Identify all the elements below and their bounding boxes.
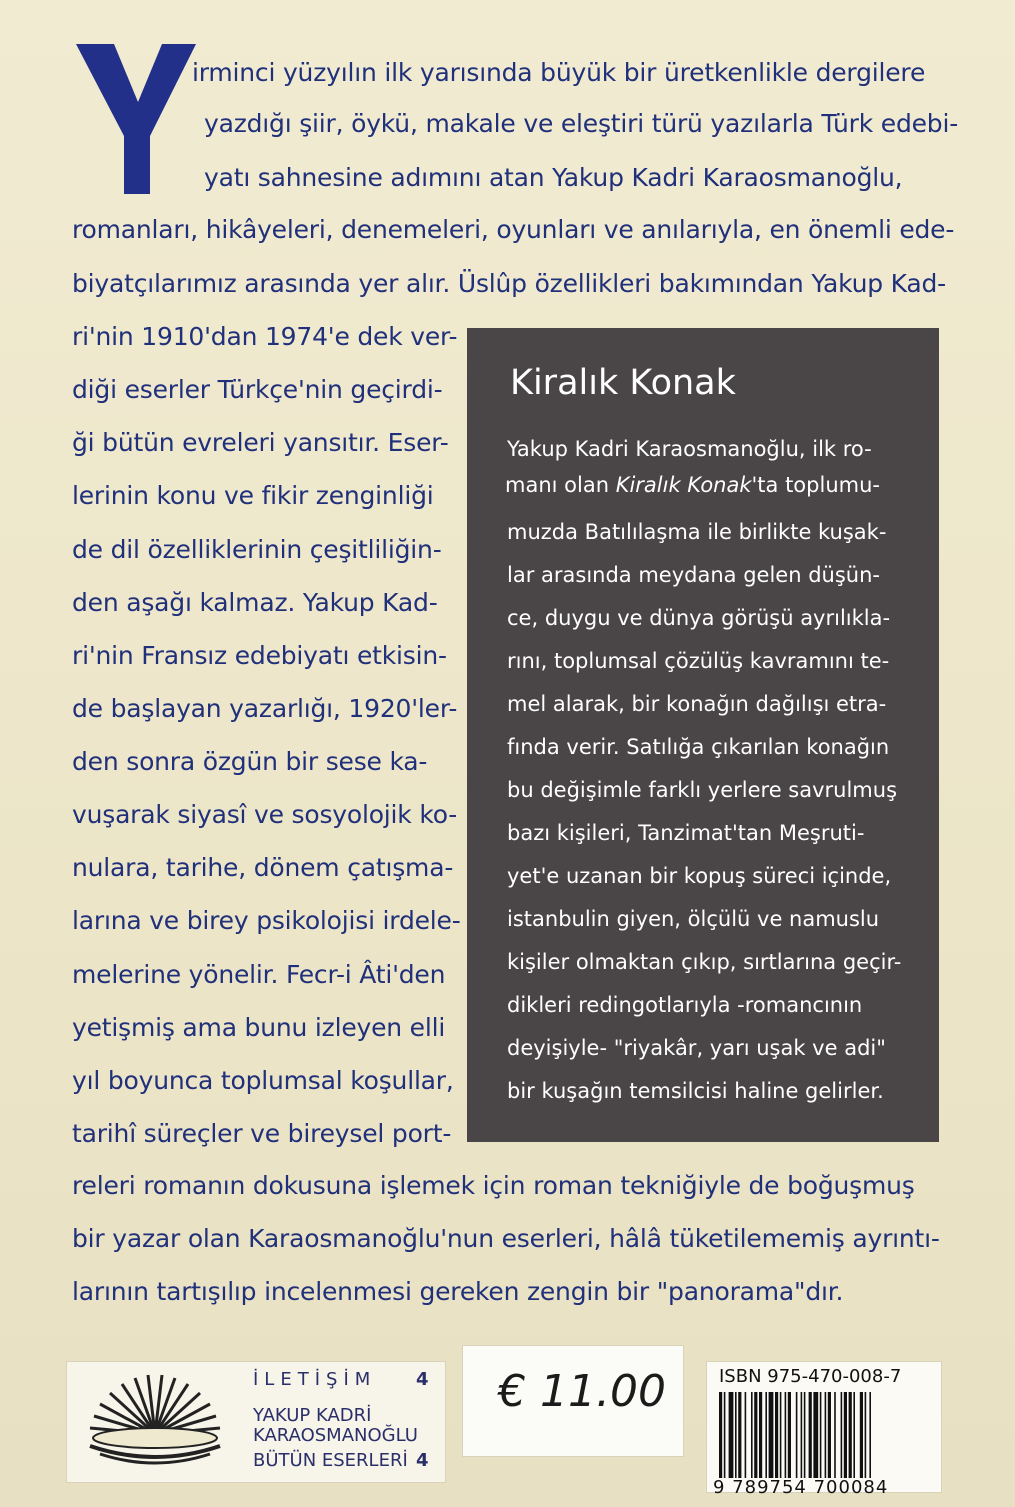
barcode-bar [825, 1392, 827, 1478]
column-line: lerinin konu ve fikir zenginliği [72, 481, 434, 510]
intro-line: biyatçılarımız arasında yer alır. Üslûp özellikleri bakımından Yakup Kad- [72, 269, 946, 298]
barcode-bar [738, 1392, 741, 1478]
barcode-bar [865, 1392, 867, 1478]
volume-number: 4 [416, 1450, 429, 1471]
ean-number: 9 789754 700084 [713, 1477, 889, 1498]
barcode-bar [813, 1392, 818, 1478]
isbn-label: ISBN 975-470-008-7 [719, 1366, 902, 1387]
synopsis-line: mel alarak, bir konağın dağılışı etra- [507, 692, 887, 716]
dropcap-letter [76, 44, 196, 194]
barcode-bar [834, 1392, 836, 1478]
closing-line: larının tartışılıp incelenmesi gereken zengin bir "panorama"dır. [72, 1277, 844, 1306]
synopsis-line: yet'e uzanan bir kopuş süreci içinde, [507, 864, 892, 888]
synopsis-line: istanbulin giyen, ölçülü ve namuslu [507, 907, 880, 931]
closing-line: releri romanın dokusuna işlemek için roman tekniğiyle de boğuşmuş [72, 1171, 915, 1200]
barcode-bar [780, 1392, 782, 1478]
series-title: BÜTÜN ESERLERİ [253, 1450, 408, 1471]
barcode-bar [809, 1392, 812, 1478]
barcode-image [719, 1392, 929, 1478]
intro-line: irminci yüzyılın ilk yarısında büyük bir üretkenlikle dergilere [192, 58, 926, 87]
barcode-bar [724, 1392, 726, 1478]
barcode-bar [735, 1392, 737, 1478]
barcode-bar [745, 1392, 747, 1478]
column-line: nulara, tarihe, dönem çatışma- [72, 853, 454, 882]
price-label: € 11.00 [498, 1366, 666, 1417]
column-line: de dil özelliklerinin çeşitliliğin- [72, 535, 442, 564]
column-line: melerine yönelir. Fecr-i Âti'den [72, 960, 446, 989]
barcode-bar [788, 1392, 791, 1478]
barcode-bar [729, 1392, 734, 1478]
column-line: yetişmiş ama bunu izleyen elli [72, 1013, 446, 1042]
barcode-bar [765, 1392, 767, 1478]
series-author: KARAOSMANOĞLU [253, 1425, 418, 1446]
synopsis-line: bir kuşağın temsilcisi haline gelirler. [507, 1079, 884, 1103]
synopsis-line: fında verir. Satılığa çıkarılan konağın [507, 735, 890, 759]
barcode-bar [801, 1392, 803, 1478]
synopsis-line: rını, toplumsal çözülüş kavramını te- [507, 649, 890, 673]
column-line: de başlayan yazarlığı, 1920'ler- [72, 694, 458, 723]
barcode-bar [751, 1392, 753, 1478]
column-line: den sonra özgün bir sese ka- [72, 747, 428, 776]
publisher-name: İLETİŞİM [253, 1369, 377, 1390]
column-line: diği eserler Türkçe'nin geçirdi- [72, 375, 443, 404]
column-line: ği bütün evreleri yansıtır. Eser- [72, 428, 449, 457]
publisher-logo-icon [80, 1372, 230, 1472]
column-line: ri'nin Fransız edebiyatı etkisin- [72, 641, 447, 670]
barcode-bar [844, 1392, 847, 1478]
barcode-bar [820, 1392, 822, 1478]
barcode-bar [775, 1392, 778, 1478]
intro-line: yazdığı şiir, öykü, makale ve eleştiri türü yazılarla Türk edebi- [204, 109, 959, 138]
barcode-bar [754, 1392, 757, 1478]
series-author: YAKUP KADRİ [253, 1405, 372, 1426]
synopsis-line: Yakup Kadri Karaosmanoğlu, ilk ro- [507, 437, 872, 461]
synopsis-line: bu değişimle farklı yerlere savrulmuş [507, 778, 898, 802]
barcode-bar [719, 1392, 722, 1478]
barcode-bar [828, 1392, 831, 1478]
column-line: ri'nin 1910'dan 1974'e dek ver- [72, 322, 458, 351]
synopsis-line: bazı kişileri, Tanzimat'tan Meşruti- [507, 821, 865, 845]
column-line: den aşağı kalmaz. Yakup Kad- [72, 588, 438, 617]
barcode-bar [849, 1392, 852, 1478]
column-line: tarihî süreçler ve bireysel port- [72, 1119, 452, 1148]
column-line: yıl boyunca toplumsal koşullar, [72, 1066, 454, 1095]
synopsis-line: muzda Batılılaşma ile birlikte kuşak- [507, 520, 887, 544]
barcode-bar [796, 1392, 798, 1478]
synopsis-line: kişiler olmaktan çıkıp, sırtlarına geçir- [507, 950, 902, 974]
synopsis-line: manı olan Kiralık Konak'ta toplumu- [505, 473, 880, 497]
synopsis-line: lar arasında meydana gelen düşün- [507, 563, 880, 587]
barcode-bar [869, 1392, 871, 1478]
barcode-bar [804, 1392, 806, 1478]
barcode-bar [841, 1392, 843, 1478]
series-number: 4 [416, 1369, 429, 1390]
book-title-italic: Kiralık Konak [615, 473, 752, 497]
book-title: Kiralık Konak [510, 363, 736, 403]
barcode-bar [785, 1392, 787, 1478]
synopsis-line: deyişiyle- "riyakâr, yarı uşak ve adi" [507, 1036, 886, 1060]
intro-line: romanları, hikâyeleri, denemeleri, oyunları ve anılarıyla, en önemli ede- [72, 215, 955, 244]
barcode-bar [759, 1392, 762, 1478]
barcode-bar [853, 1392, 855, 1478]
closing-line: bir yazar olan Karaosmanoğlu'nun eserleri, hâlâ tüketilememiş ayrıntı- [72, 1224, 940, 1253]
intro-line: yatı sahnesine adımını atan Yakup Kadri Karaosmanoğlu, [204, 163, 903, 192]
column-line: larına ve birey psikolojisi irdele- [72, 906, 461, 935]
barcode-bar [769, 1392, 774, 1478]
synopsis-line: ce, duygu ve dünya görüşü ayrılıkla- [507, 606, 891, 630]
column-line: vuşarak siyasî ve sosyolojik ko- [72, 800, 458, 829]
synopsis-line: dikleri redingotlarıyla -romancının [507, 993, 863, 1017]
barcode-bar [860, 1392, 863, 1478]
